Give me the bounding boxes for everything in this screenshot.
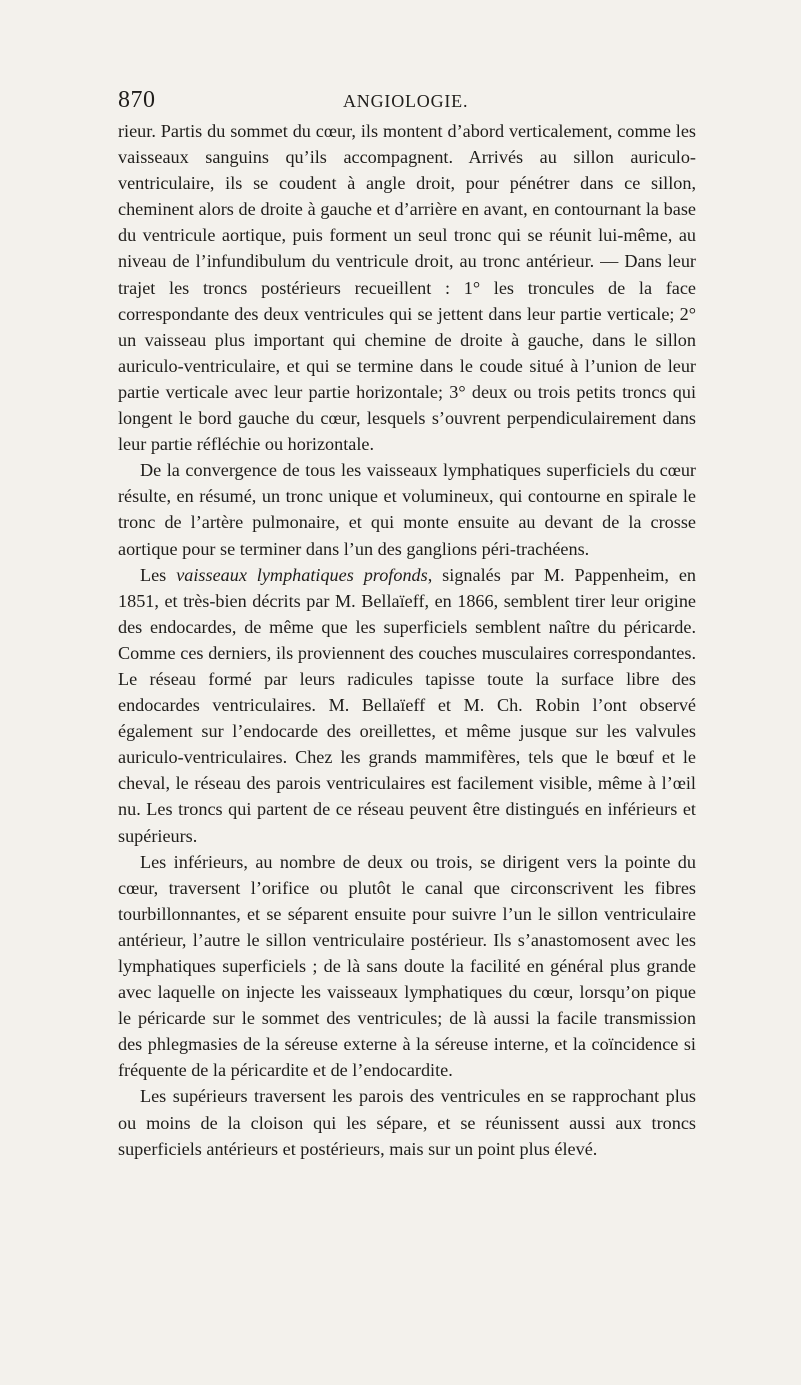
running-title: ANGIOLOGIE. [343, 91, 469, 111]
paragraph-inferior-trunks: Les inférieurs, au nombre de deux ou trois, se dirigent vers la pointe du cœur, traversent l’orifice ou plutôt le canal que circonscrivent les fibres tourbillonnantes, et se séparent ensuite pour suivre l’un le sillon ventriculaire antérieur, l’autre le sillon ventriculaire postérieur. Ils s’anastomosent avec les lymphatiques superficiels ; de là sans doute la facilité en général plus grande avec laquelle on injecte les vaisseaux lymphatiques du cœur, lorsqu’on pique le péricarde sur le sommet des ventricules; de là aussi la facile transmission des phlegmasies de la séreuse externe à la séreuse interne, et la coïncidence si fréquente de la péricardite et de l’endocardite. [118, 851, 696, 1081]
paragraph-lead: Les [140, 564, 177, 585]
page-header [118, 88, 696, 112]
paragraph-continuation: rieur. Partis du sommet du cœur, ils montent d’abord verticalement, comme les vaisseaux sanguins qu’ils accompagnent. Arrivés au sillon auriculo-ventriculaire, ils se coudent à angle droit, pour pénétrer dans ce sillon, cheminent alors de droite à gauche et d’arrière en avant, en contournant la base du ventricule aortique, puis forment un seul tronc qui se réunit lui-même, au niveau de l’infundibulum du ventricule droit, au tronc antérieur. — Dans leur trajet les troncs postérieurs recueillent : 1° les troncules de la face correspondante des deux ventricules qui se jettent dans leur partie verticale; 2° un vaisseau plus important qui chemine de droite à gauche, dans le sillon auriculo-ventriculaire, et qui se termine dans le coude situé à l’union de leur partie verticale avec leur partie horizontale; 3° deux ou trois petits troncs qui longent le bord gauche du cœur, lesquels s’ouvrent perpendiculairement dans leur partie réfléchie ou horizontale. [118, 121, 696, 455]
page-number: 870 [118, 87, 156, 113]
paragraph-deep-vessels [118, 562, 696, 849]
body-text [118, 118, 696, 1162]
italic-term: vaisseaux lymphatiques profonds [176, 564, 428, 585]
paragraph-text: , signalés par M. Pappenheim, en 1851, et très-bien décrits par M. Bellaïeff, en 1866, semblent tirer leur origine des endocardes, de même que les superficiels semblent naître du péricarde. Comme ces derniers, ils proviennent des couches musculaires correspondantes. Le réseau formé par leurs radicules tapisse toute la surface libre des endocardes ventriculaires. M. Bellaïeff et M. Ch. Robin l’ont observé également sur l’endocarde des oreillettes, et même jusque sur les valvules auriculo-ventriculaires. Chez les grands mammifères, tels que le bœuf et le cheval, le réseau des parois ventriculaires est facilement visible, même à l’œil nu. Les troncs qui partent de ce réseau peuvent être distingués en inférieurs et supérieurs. [118, 564, 697, 846]
paragraph-convergence: De la convergence de tous les vaisseaux lymphatiques superficiels du cœur résulte, en résumé, un tronc unique et volumineux, qui contourne en spirale le tronc de l’artère pulmonaire, et qui monte ensuite au devant de la crosse aortique pour se terminer dans l’un des ganglions péri-trachéens. [118, 460, 696, 559]
paragraph-superior-trunks: Les supérieurs traversent les parois des ventricules en se rapprochant plus ou moins de la cloison qui les sépare, et se réunissent aussi aux troncs superficiels antérieurs et postérieurs, mais sur un point plus élevé. [118, 1086, 696, 1159]
